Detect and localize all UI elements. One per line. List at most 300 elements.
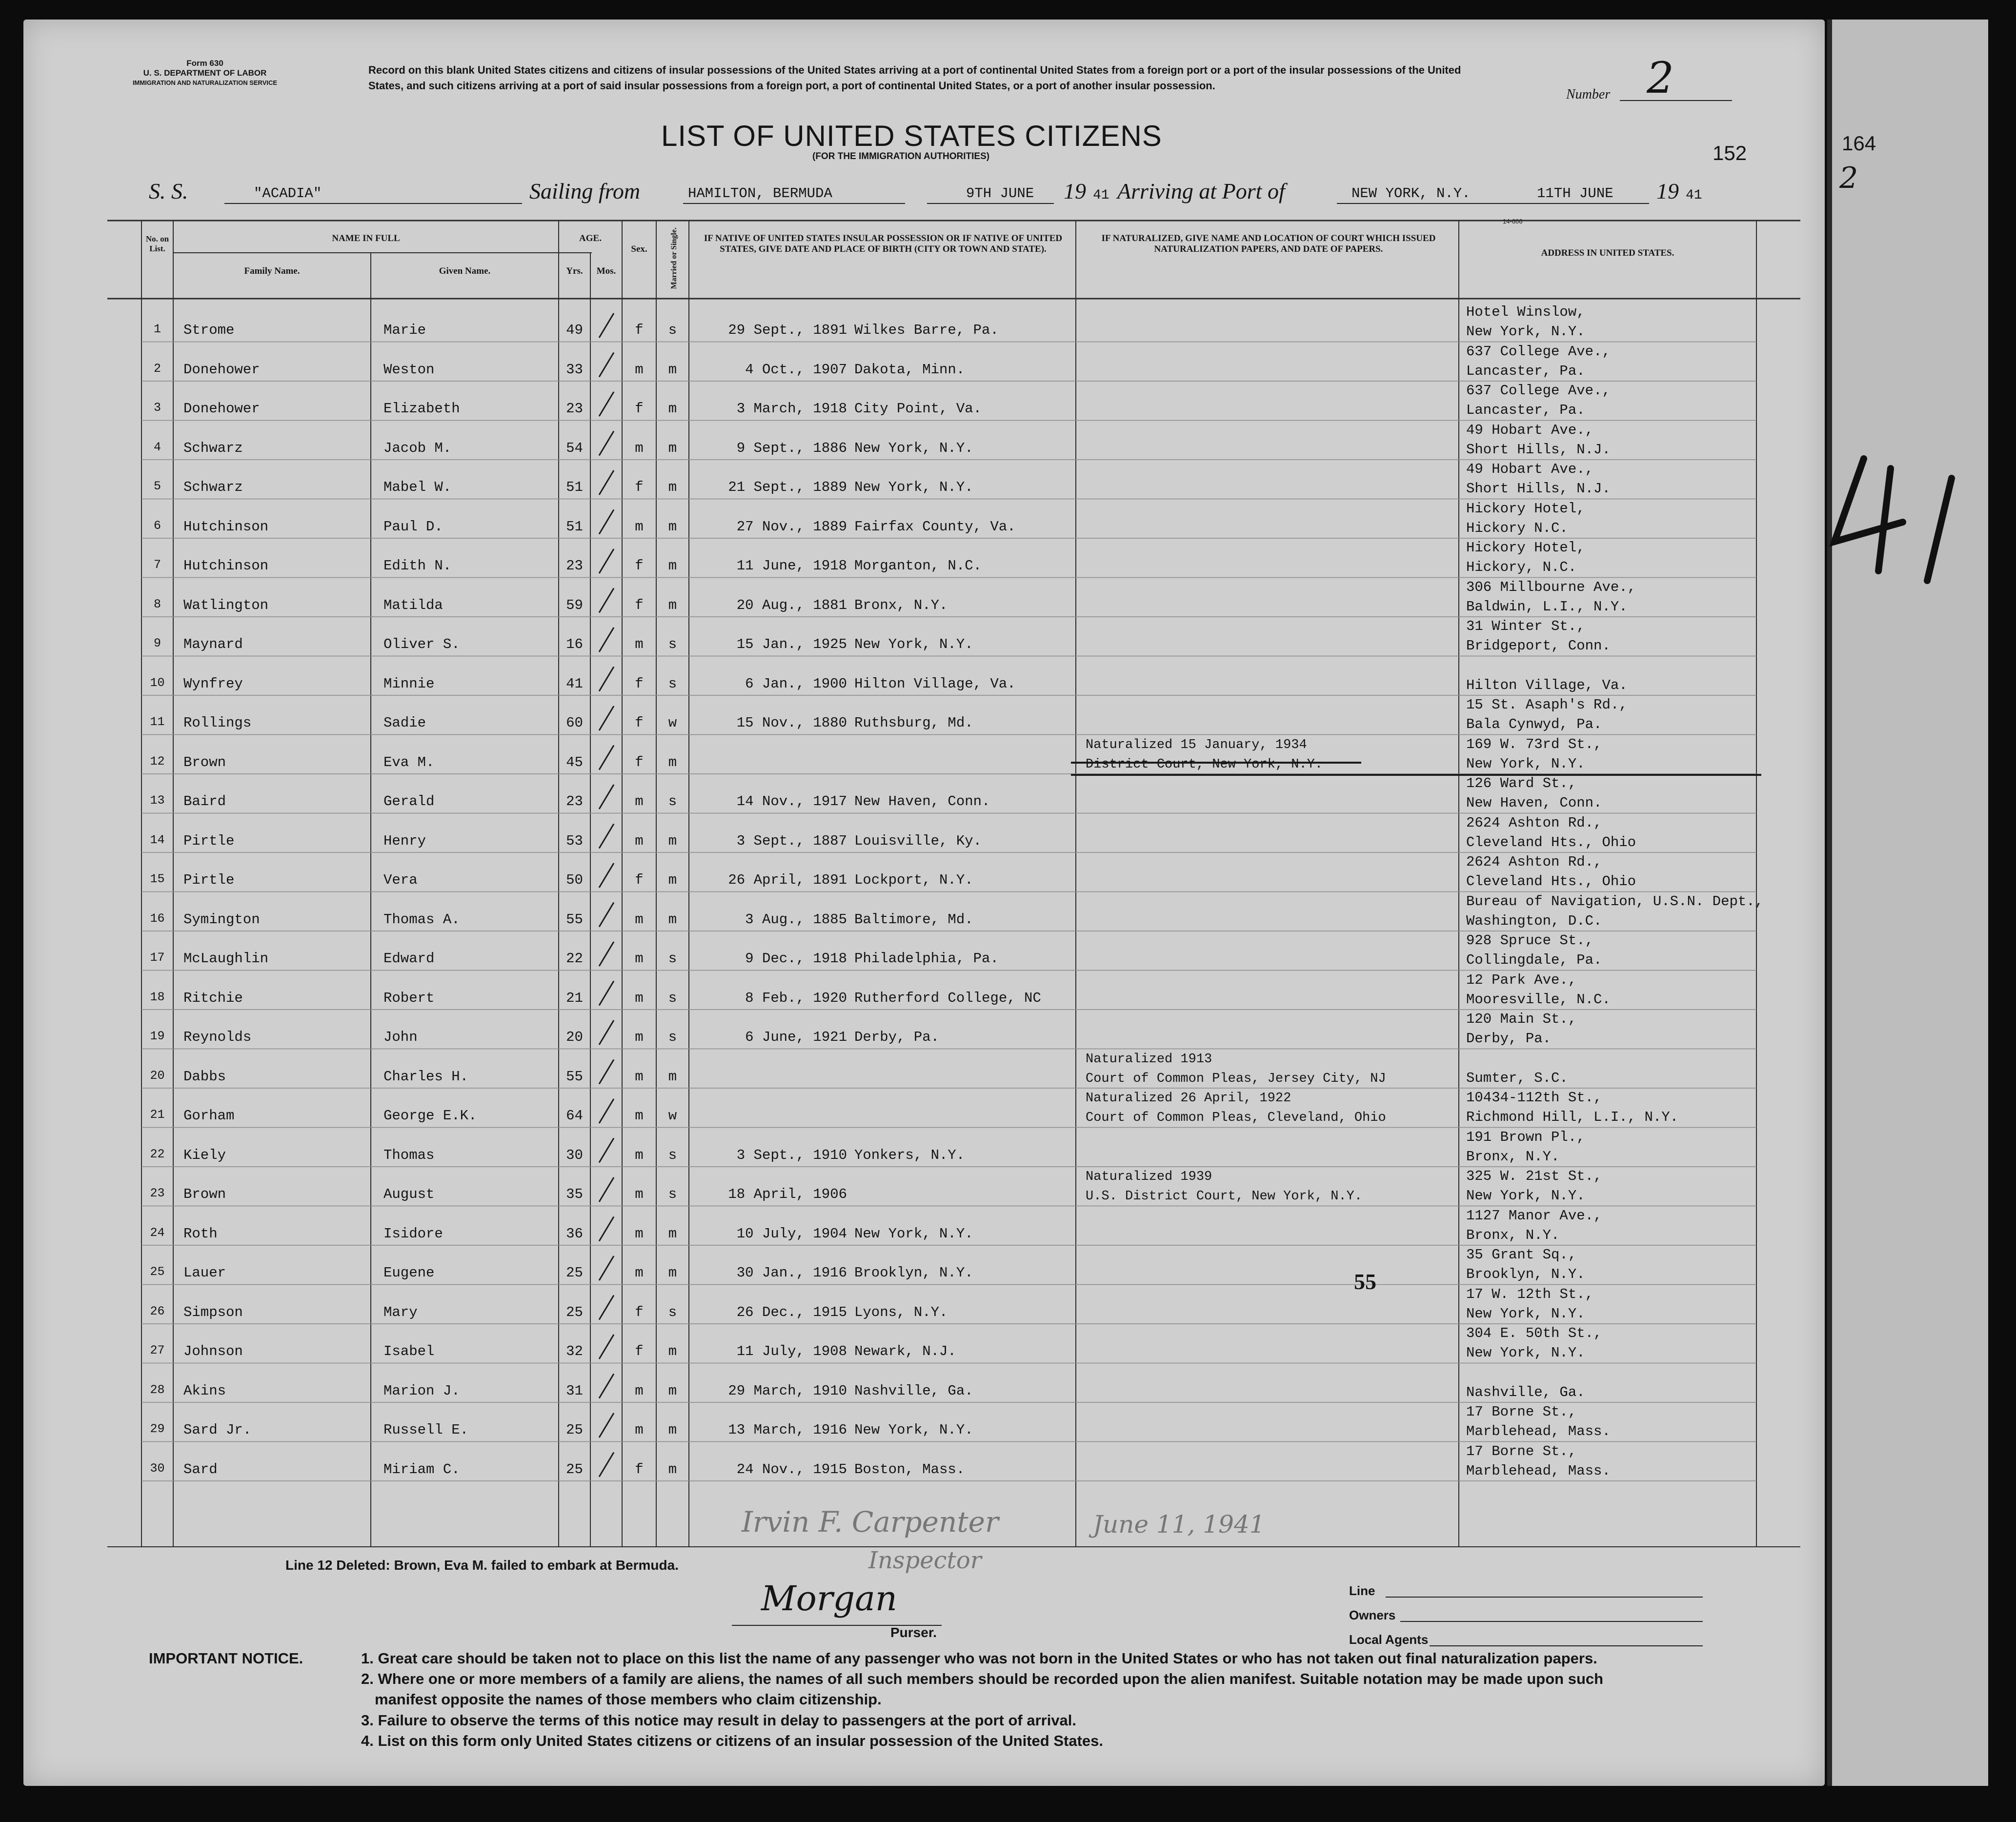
age-years: 60 xyxy=(566,715,583,731)
age-years: 55 xyxy=(566,1068,583,1085)
given-name: Isabel xyxy=(383,1343,435,1359)
age-months-tick xyxy=(599,1256,614,1280)
birth-date: 14 Nov., 1917 xyxy=(736,793,847,810)
sex: m xyxy=(635,440,644,456)
birth-place: Ruthsburg, Md. xyxy=(854,715,973,731)
row-number: 17 xyxy=(150,951,165,965)
row-number: 3 xyxy=(153,401,161,415)
address-line-2: Washington, D.C. xyxy=(1466,912,1602,929)
address-line-1: 637 College Ave., xyxy=(1466,343,1611,360)
given-name: Isidore xyxy=(383,1225,443,1242)
sex: m xyxy=(635,1147,644,1163)
sex: m xyxy=(635,636,644,652)
sex: m xyxy=(635,793,644,810)
address-line-2: Bronx, N.Y. xyxy=(1466,1148,1560,1165)
owners-label: Owners xyxy=(1349,1608,1396,1622)
form-title: LIST OF UNITED STATES CITIZENS xyxy=(661,120,1162,152)
arriving-date: 11TH JUNE xyxy=(1537,185,1613,202)
address-line-2: New York, N.Y. xyxy=(1466,755,1585,772)
age-years: 21 xyxy=(566,990,583,1006)
birth-place: Brooklyn, N.Y. xyxy=(854,1265,973,1281)
sex: m xyxy=(635,361,644,378)
marital-status: s xyxy=(668,322,677,338)
given-name: Miriam C. xyxy=(383,1461,460,1478)
birth-date: 20 Aug., 1881 xyxy=(736,597,847,613)
given-name: Russell E. xyxy=(383,1422,469,1438)
age-years: 22 xyxy=(566,951,583,967)
row-number: 19 xyxy=(150,1029,165,1043)
birth-place: Wilkes Barre, Pa. xyxy=(854,322,999,338)
age-years: 35 xyxy=(566,1186,583,1202)
address-line-1: 304 E. 50th St., xyxy=(1466,1325,1602,1341)
marital-status: s xyxy=(668,1186,677,1202)
age-years: 53 xyxy=(566,832,583,849)
row-number: 2 xyxy=(153,361,161,376)
sex: f xyxy=(635,1461,644,1478)
birth-place: City Point, Va. xyxy=(854,401,982,417)
sex: f xyxy=(635,1343,644,1359)
small-code: 14-606 xyxy=(1503,218,1523,225)
address-line-1: 49 Hobart Ave., xyxy=(1466,461,1594,477)
address-line-1: Hickory Hotel, xyxy=(1466,500,1585,517)
age-years: 31 xyxy=(566,1382,583,1399)
age-months-tick xyxy=(599,353,614,377)
sex: f xyxy=(635,754,644,770)
birth-date: 15 Jan., 1925 xyxy=(736,636,847,652)
age-years: 23 xyxy=(566,401,583,417)
birth-date: 9 Dec., 1918 xyxy=(745,951,847,967)
address-line-1: Hotel Winslow, xyxy=(1466,304,1585,320)
birth-date: 8 Feb., 1920 xyxy=(745,990,847,1006)
row-number: 28 xyxy=(150,1382,165,1397)
age-years: 16 xyxy=(566,636,583,652)
marital-status: m xyxy=(668,1382,677,1399)
address-line-1: 49 Hobart Ave., xyxy=(1466,422,1594,438)
age-months-tick xyxy=(599,824,614,849)
arriving-port: NEW YORK, N.Y. xyxy=(1351,185,1471,202)
age-years: 25 xyxy=(566,1461,583,1478)
row-number: 10 xyxy=(150,675,165,690)
family-name: McLaughlin xyxy=(183,951,269,967)
row-number: 5 xyxy=(153,479,161,493)
header-yrs: Yrs. xyxy=(566,266,583,276)
given-name: Minnie xyxy=(383,675,435,692)
side-number: 164 xyxy=(1842,132,1876,155)
address-line-2: Collingdale, Pa. xyxy=(1466,952,1602,968)
address-line-2: Bronx, N.Y. xyxy=(1466,1227,1560,1243)
naturalization-1: Naturalized 15 January, 1934 xyxy=(1086,737,1307,752)
naturalization-2: Court of Common Pleas, Cleveland, Ohio xyxy=(1086,1111,1386,1125)
row-number: 23 xyxy=(150,1186,165,1200)
family-name: Symington xyxy=(183,911,260,928)
family-name: Roth xyxy=(183,1225,218,1242)
family-name: Akins xyxy=(183,1382,226,1399)
marital-status: m xyxy=(668,1225,677,1242)
sex: m xyxy=(635,832,644,849)
given-name: August xyxy=(383,1186,435,1202)
owners-field xyxy=(1400,1621,1703,1622)
family-name: Ritchie xyxy=(183,990,243,1006)
given-name: George E.K. xyxy=(383,1108,477,1124)
sex: m xyxy=(635,1422,644,1438)
given-name: Paul D. xyxy=(383,518,443,535)
age-months-tick xyxy=(599,1217,614,1241)
age-years: 25 xyxy=(566,1265,583,1281)
row-number: 30 xyxy=(150,1461,165,1476)
family-name: Brown xyxy=(183,754,226,770)
header-family-name: Family Name. xyxy=(244,266,300,276)
marital-status: s xyxy=(668,636,677,652)
address-line-2: Marblehead, Mass. xyxy=(1466,1423,1611,1439)
marital-status: m xyxy=(668,1461,677,1478)
row-number: 13 xyxy=(150,793,165,808)
birth-place: Hilton Village, Va. xyxy=(854,675,1016,692)
header-address: ADDRESS IN UNITED STATES. xyxy=(1541,248,1674,258)
birth-date: 6 Jan., 1900 xyxy=(745,675,847,692)
age-years: 41 xyxy=(566,675,583,692)
row-number: 14 xyxy=(150,832,165,847)
sailing-year-prefix: 19 xyxy=(1064,179,1086,203)
birth-date: 26 Dec., 1915 xyxy=(736,1304,847,1320)
stamp-number: 55 xyxy=(1354,1269,1376,1294)
address-line-1: 2624 Ashton Rd., xyxy=(1466,854,1602,870)
row-number: 15 xyxy=(150,872,165,886)
given-name: Eugene xyxy=(383,1265,435,1281)
family-name: Rollings xyxy=(183,715,252,731)
birth-date: 26 April, 1891 xyxy=(728,872,847,888)
address-line-2: Hickory, N.C. xyxy=(1466,559,1577,575)
address-line-1: 17 W. 12th St., xyxy=(1466,1286,1594,1302)
given-name: Sadie xyxy=(383,715,426,731)
row-number: 20 xyxy=(150,1068,165,1083)
row-number: 27 xyxy=(150,1343,165,1357)
birth-place: Baltimore, Md. xyxy=(854,911,973,928)
row-number: 26 xyxy=(150,1304,165,1318)
birth-place: Bronx, N.Y. xyxy=(854,597,948,613)
marital-status: s xyxy=(668,1304,677,1320)
given-name: Mabel W. xyxy=(383,479,452,495)
age-months-tick xyxy=(599,1099,614,1123)
header-name-in-full: NAME IN FULL xyxy=(332,233,400,243)
marital-status: s xyxy=(668,990,677,1006)
header-married: Married or Single. xyxy=(669,227,678,289)
family-name: Brown xyxy=(183,1186,226,1202)
sex: m xyxy=(635,1068,644,1085)
sex: m xyxy=(635,1186,644,1202)
family-name: Baird xyxy=(183,793,226,810)
sex: f xyxy=(635,401,644,417)
age-years: 23 xyxy=(566,558,583,574)
birth-place: Newark, N.J. xyxy=(854,1343,956,1359)
sex: m xyxy=(635,1265,644,1281)
age-months-tick xyxy=(599,1020,614,1045)
age-months-tick xyxy=(599,1413,614,1437)
birth-place: New York, N.Y. xyxy=(854,440,973,456)
purser-label: Purser. xyxy=(890,1625,937,1640)
marital-status: m xyxy=(668,518,677,535)
birth-place: New Haven, Conn. xyxy=(854,793,990,810)
birth-place: New York, N.Y. xyxy=(854,636,973,652)
family-name: Donehower xyxy=(183,361,260,378)
arriving-label: Arriving at Port of xyxy=(1117,179,1285,203)
age-months-tick xyxy=(599,1177,614,1202)
address-line-1: 2624 Ashton Rd., xyxy=(1466,814,1602,831)
address-line-2: Brooklyn, N.Y. xyxy=(1466,1266,1585,1282)
age-months-tick xyxy=(599,313,614,338)
address-line-1: 306 Millbourne Ave., xyxy=(1466,579,1636,595)
address-line-2: Derby, Pa. xyxy=(1466,1031,1552,1047)
notice-1: 1. Great care should be taken not to place on this list the name of any passenger who was not born in the United States or who has not taken out final naturalization papers. xyxy=(361,1650,1597,1667)
row-number: 18 xyxy=(150,990,165,1004)
age-months-tick xyxy=(599,785,614,809)
birth-place: New York, N.Y. xyxy=(854,1225,973,1242)
purser-signature: Morgan xyxy=(761,1579,897,1619)
agents-label: Local Agents xyxy=(1349,1632,1429,1647)
sex: f xyxy=(635,1304,644,1320)
naturalization-1: Naturalized 26 April, 1922 xyxy=(1086,1091,1291,1106)
birth-date: 4 Oct., 1907 xyxy=(745,361,847,378)
age-years: 49 xyxy=(566,322,583,338)
form-number: Form 630 xyxy=(186,59,223,68)
age-months-tick xyxy=(599,510,614,534)
given-name: Thomas xyxy=(383,1147,435,1163)
birth-date: 3 March, 1918 xyxy=(736,401,847,417)
given-name: Thomas A. xyxy=(383,911,460,928)
family-name: Hutchinson xyxy=(183,558,269,574)
address-line-2: Sumter, S.C. xyxy=(1466,1070,1568,1086)
age-months-tick xyxy=(599,667,614,691)
age-months-tick xyxy=(599,1138,614,1163)
birth-place: Boston, Mass. xyxy=(854,1461,965,1478)
age-years: 64 xyxy=(566,1108,583,1124)
naturalization-1: Naturalized 1913 xyxy=(1086,1052,1212,1067)
address-line-2: New York, N.Y. xyxy=(1466,324,1585,340)
age-months-tick xyxy=(599,942,614,966)
family-name: Reynolds xyxy=(183,1029,252,1045)
age-months-tick xyxy=(599,1374,614,1398)
row-number: 1 xyxy=(153,322,161,336)
birth-date: 6 June, 1921 xyxy=(745,1029,847,1045)
address-line-2: Cleveland Hts., Ohio xyxy=(1466,834,1636,850)
sex: f xyxy=(635,597,644,613)
sex: m xyxy=(635,951,644,967)
header-mos: Mos. xyxy=(596,266,616,276)
birth-place: Louisville, Ky. xyxy=(854,832,982,849)
age-years: 45 xyxy=(566,754,583,770)
marital-status: w xyxy=(668,715,677,731)
age-months-tick xyxy=(599,549,614,573)
age-years: 32 xyxy=(566,1343,583,1359)
marital-status: m xyxy=(668,401,677,417)
address-line-2: Bala Cynwyd, Pa. xyxy=(1466,716,1602,732)
ship-name: "ACADIA" xyxy=(254,185,322,202)
header-naturalized: IF NATURALIZED, GIVE NAME AND LOCATION OF COURT WHICH ISSUED NATURALIZATION PAPERS, AND DATE OF PAPERS. xyxy=(1101,233,1436,254)
marital-status: s xyxy=(668,951,677,967)
address-line-1: 35 Grant Sq., xyxy=(1466,1247,1577,1263)
given-name: Edward xyxy=(383,951,435,967)
birth-date: 3 Sept., 1910 xyxy=(736,1147,847,1163)
age-months-tick xyxy=(599,706,614,730)
sex: m xyxy=(635,1108,644,1124)
department: U. S. DEPARTMENT OF LABOR xyxy=(143,68,267,78)
given-name: Edith N. xyxy=(383,558,452,574)
address-line-2: New York, N.Y. xyxy=(1466,1345,1585,1361)
birth-date: 21 Sept., 1889 xyxy=(728,479,847,495)
age-years: 51 xyxy=(566,518,583,535)
birth-place: Fairfax County, Va. xyxy=(854,518,1016,535)
address-line-1: 15 St. Asaph's Rd., xyxy=(1466,697,1628,713)
given-name: Robert xyxy=(383,990,435,1006)
row-number: 4 xyxy=(153,440,161,454)
address-line-2: Short Hills, N.J. xyxy=(1466,481,1611,497)
birth-place: Morganton, N.C. xyxy=(854,558,982,574)
line-field xyxy=(1386,1597,1703,1598)
address-line-2: Lancaster, Pa. xyxy=(1466,402,1585,418)
birth-date: 27 Nov., 1889 xyxy=(736,518,847,535)
notice-2b: manifest opposite the names of those members who claim citizenship. xyxy=(375,1691,882,1708)
family-name: Strome xyxy=(183,322,235,338)
arriving-year: 41 xyxy=(1686,188,1702,203)
sex: m xyxy=(635,1225,644,1242)
age-years: 36 xyxy=(566,1225,583,1242)
age-months-tick xyxy=(599,588,614,613)
family-name: Pirtle xyxy=(183,832,235,849)
age-years: 23 xyxy=(566,793,583,810)
address-line-2: Mooresville, N.C. xyxy=(1466,991,1611,1008)
family-name: Simpson xyxy=(183,1304,243,1320)
family-name: Schwarz xyxy=(183,479,243,495)
birth-place: Dakota, Minn. xyxy=(854,361,965,378)
header-sex: Sex. xyxy=(631,244,647,254)
family-name: Gorham xyxy=(183,1108,235,1124)
row-number: 11 xyxy=(150,715,165,729)
age-months-tick xyxy=(599,903,614,927)
agents-field xyxy=(1430,1645,1703,1646)
given-name: Henry xyxy=(383,832,426,849)
given-name: Elizabeth xyxy=(383,401,460,417)
naturalization-2: U.S. District Court, New York, N.Y. xyxy=(1086,1189,1363,1204)
given-name: Mary xyxy=(383,1304,418,1320)
address-line-2: Hickory N.C. xyxy=(1466,520,1568,536)
service: IMMIGRATION AND NATURALIZATION SERVICE xyxy=(132,79,278,86)
family-name: Sard Jr. xyxy=(183,1422,252,1438)
inspector-title: Inspector xyxy=(868,1547,982,1574)
birth-date: 3 Aug., 1885 xyxy=(745,911,847,928)
given-name: Weston xyxy=(383,361,435,378)
header-no: No. on List. xyxy=(145,234,169,253)
birth-date: 18 April, 1906 xyxy=(728,1186,847,1202)
family-name: Kiely xyxy=(183,1147,226,1163)
family-name: Lauer xyxy=(183,1265,226,1281)
header-age: AGE. xyxy=(579,233,602,243)
sex: m xyxy=(635,518,644,535)
address-line-2: Hilton Village, Va. xyxy=(1466,677,1628,693)
number-value: 2 xyxy=(1647,53,1674,103)
age-months-tick xyxy=(599,863,614,888)
address-line-2: New Haven, Conn. xyxy=(1466,795,1602,811)
marital-status: s xyxy=(668,793,677,810)
address-line-1: 126 Ward St., xyxy=(1466,775,1577,791)
age-years: 55 xyxy=(566,911,583,928)
given-name: Vera xyxy=(383,872,418,888)
address-line-1: 637 College Ave., xyxy=(1466,383,1611,399)
margin-mark xyxy=(1805,449,1981,595)
birth-date: 13 March, 1916 xyxy=(728,1422,847,1438)
address-line-1: 31 Winter St., xyxy=(1466,618,1585,634)
address-line-1: 10434-112th St., xyxy=(1466,1090,1602,1106)
family-name: Schwarz xyxy=(183,440,243,456)
sex: m xyxy=(635,1029,644,1045)
age-months-tick xyxy=(599,746,614,770)
inspector-signature: Irvin F. Carpenter xyxy=(742,1505,999,1539)
birth-date: 29 March, 1910 xyxy=(728,1382,847,1399)
age-months-tick xyxy=(599,981,614,1006)
row-number: 9 xyxy=(153,636,161,650)
address-line-1: 17 Borne St., xyxy=(1466,1443,1577,1459)
age-years: 54 xyxy=(566,440,583,456)
sailing-label: Sailing from xyxy=(529,179,641,203)
sailing-date: 9TH JUNE xyxy=(966,185,1034,202)
age-months-tick xyxy=(599,1296,614,1320)
given-name: Charles H. xyxy=(383,1068,469,1085)
header-birth: IF NATIVE OF UNITED STATES INSULAR POSSESSION OR IF NATIVE OF UNITED STATES, GIVE DATE AND PLACE OF BIRTH (CITY OR TOWN AND STATE). xyxy=(704,233,1063,254)
row-number: 29 xyxy=(150,1422,165,1436)
form-subtitle: (FOR THE IMMIGRATION AUTHORITIES) xyxy=(812,151,990,162)
form-instruction: Record on this blank United States citizens and citizens of insular possessions of the United States arriving at a port of continental United States from a foreign port or a port of the insular possessions of the United States, and such citizens arriving at a port of said insular possessions from a foreign port, a port of continental United States, or a port of another insular possession. xyxy=(368,64,1461,92)
age-years: 59 xyxy=(566,597,583,613)
sex: f xyxy=(635,322,644,338)
side-mark: 2 xyxy=(1839,161,1858,195)
address-line-1: 17 Borne St., xyxy=(1466,1404,1577,1420)
row-number: 7 xyxy=(153,558,161,572)
given-name: John xyxy=(383,1029,418,1045)
age-years: 30 xyxy=(566,1147,583,1163)
marital-status: m xyxy=(668,1422,677,1438)
row-number: 22 xyxy=(150,1147,165,1161)
marital-status: m xyxy=(668,1343,677,1359)
number-label: Number xyxy=(1566,87,1611,102)
sailing-year: 41 xyxy=(1093,188,1109,203)
sex: f xyxy=(635,675,644,692)
address-line-2: Cleveland Hts., Ohio xyxy=(1466,873,1636,890)
header-given-name: Given Name. xyxy=(439,266,491,276)
row-number: 6 xyxy=(153,518,161,533)
sex: m xyxy=(635,1382,644,1399)
naturalization-2: Court of Common Pleas, Jersey City, NJ xyxy=(1086,1071,1386,1086)
age-months-tick xyxy=(599,1453,614,1477)
marital-status: m xyxy=(668,832,677,849)
age-months-tick xyxy=(599,392,614,416)
row-number: 21 xyxy=(150,1108,165,1122)
given-name: Marion J. xyxy=(383,1382,460,1399)
address-line-1: 169 W. 73rd St., xyxy=(1466,736,1602,752)
family-name: Watlington xyxy=(183,597,269,613)
family-name: Johnson xyxy=(183,1343,243,1359)
age-months-tick xyxy=(599,1335,614,1359)
age-years: 25 xyxy=(566,1304,583,1320)
naturalization-2: District Court, New York, N.Y. xyxy=(1086,757,1323,772)
family-name: Donehower xyxy=(183,401,260,417)
age-years: 33 xyxy=(566,361,583,378)
family-name: Sard xyxy=(183,1461,218,1478)
birth-date: 24 Nov., 1915 xyxy=(736,1461,847,1478)
birth-date: 11 July, 1908 xyxy=(736,1343,847,1359)
ss-label: S. S. xyxy=(149,179,188,203)
notice-4: 4. List on this form only United States citizens or citizens of an insular possession of the United States. xyxy=(361,1732,1103,1749)
birth-place: Rutherford College, NC xyxy=(854,990,1041,1006)
birth-date: 29 Sept., 1891 xyxy=(728,322,847,338)
birth-place: New York, N.Y. xyxy=(854,479,973,495)
